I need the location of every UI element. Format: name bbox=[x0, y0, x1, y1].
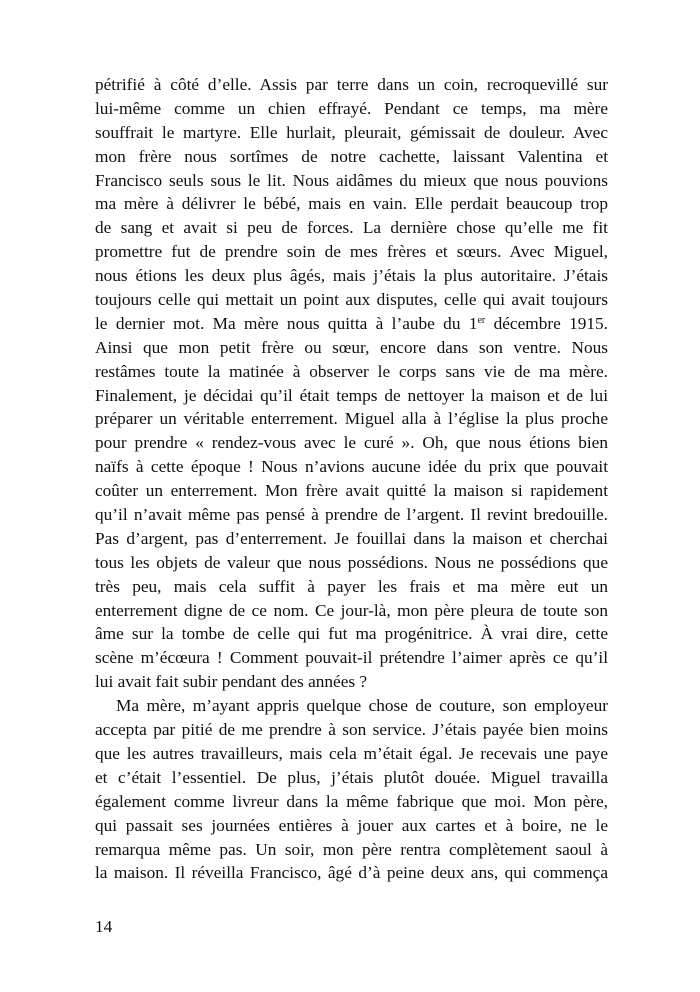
text-line: très peu, mais cela suffit à payer les frais et ma mère eut un bbox=[95, 576, 608, 596]
text-line: ma mère à délivrer le bébé, mais en vain. Elle perdait beaucoup trop bbox=[95, 194, 608, 214]
text-line: Finalement, je décidai qu’il était temps de nettoyer la maison et de lui bbox=[95, 385, 608, 405]
text-segment: le dernier mot. Ma mère nous quitta à l’aube du 1 bbox=[95, 313, 478, 333]
text-line: naïfs à cette époque ! Nous n’avions aucune idée du prix que pouvait bbox=[95, 457, 608, 477]
text-line: également comme livreur dans la même fabrique que moi. Mon père, bbox=[95, 791, 608, 811]
text-line: pétrifié à côté d’elle. Assis par terre dans un coin, recroquevillé sur bbox=[95, 75, 608, 94]
text-line: Ma mère, m’ayant appris quelque chose de couture, son employeur bbox=[116, 696, 608, 716]
ordinal-superscript: er bbox=[477, 314, 486, 326]
text-line: mon frère nous sortîmes de notre cachette, laissant Valentina et bbox=[95, 146, 608, 166]
text-segment: décembre 1915. bbox=[485, 313, 608, 333]
text-line: restâmes toute la matinée à observer le corps sans vie de ma mère. bbox=[95, 361, 608, 381]
text-line: Ainsi que mon petit frère ou sœur, encore dans son ventre. Nous bbox=[95, 337, 608, 357]
page-body bbox=[95, 73, 608, 885]
text-line: préparer un véritable enterrement. Miguel alla à l’église la plus proche bbox=[95, 409, 608, 429]
text-line: nous étions les deux plus âgés, mais j’étais la plus autoritaire. J’étais bbox=[95, 266, 608, 286]
paragraph-2 bbox=[95, 694, 608, 885]
text-line: lui-même comme un chien effrayé. Pendant ce temps, ma mère bbox=[95, 98, 608, 118]
text-line: qui passait ses journées entières à jouer aux cartes et à boire, ne le bbox=[95, 815, 608, 835]
text-line: coûter un enterrement. Mon frère avait quitté la maison si rapidement bbox=[95, 481, 608, 501]
text-line: la maison. Il réveilla Francisco, âgé d’à peine deux ans, qui commença bbox=[95, 863, 608, 883]
page-number: 14 bbox=[95, 917, 113, 936]
text-line: scène m’écœura ! Comment pouvait-il prétendre l’aimer après ce qu’il bbox=[95, 648, 608, 668]
paragraph-1 bbox=[95, 73, 608, 694]
text-line: remarqua même pas. Un soir, mon père rentra complètement saoul à bbox=[95, 839, 608, 859]
text-line: lui avait fait subir pendant des années ? bbox=[95, 672, 368, 692]
text-line: qu’il n’avait même pas pensé à prendre de l’argent. Il revint bredouille. bbox=[95, 505, 608, 525]
text-line: tous les objets de valeur que nous possédions. Nous ne possédions que bbox=[95, 552, 608, 572]
text-line: Francisco seuls sous le lit. Nous aidâmes du mieux que nous pouvions bbox=[95, 170, 608, 190]
text-line: âme sur la tombe de celle qui fut ma progénitrice. À vrai dire, cette bbox=[95, 624, 608, 644]
text-line: pour prendre « rendez-vous avec le curé ». Oh, que nous étions bien bbox=[95, 433, 608, 453]
text-line: et c’était l’essentiel. De plus, j’étais plutôt douée. Miguel travailla bbox=[95, 767, 608, 787]
text-line: que les autres travailleurs, mais cela m’était égal. Je recevais une paye bbox=[95, 743, 608, 763]
text-line: enterrement digne de ce nom. Ce jour-là, mon père pleura de toute son bbox=[95, 600, 608, 620]
text-line: souffrait le martyre. Elle hurlait, pleurait, gémissait de douleur. Avec bbox=[95, 122, 608, 142]
text-line: Pas d’argent, pas d’enterrement. Je fouillai dans la maison et cherchai bbox=[95, 528, 608, 548]
text-line: de sang et avait si peu de forces. La dernière chose qu’elle me fit bbox=[95, 218, 608, 238]
text-line-with-superscript bbox=[95, 312, 608, 336]
text-line: toujours celle qui mettait un point aux disputes, celle qui avait toujours bbox=[95, 290, 608, 310]
text-line: accepta par pitié de me prendre à son service. J’étais payée bien moins bbox=[95, 720, 608, 740]
text-line: promettre fut de prendre soin de mes frères et sœurs. Avec Miguel, bbox=[95, 242, 608, 262]
